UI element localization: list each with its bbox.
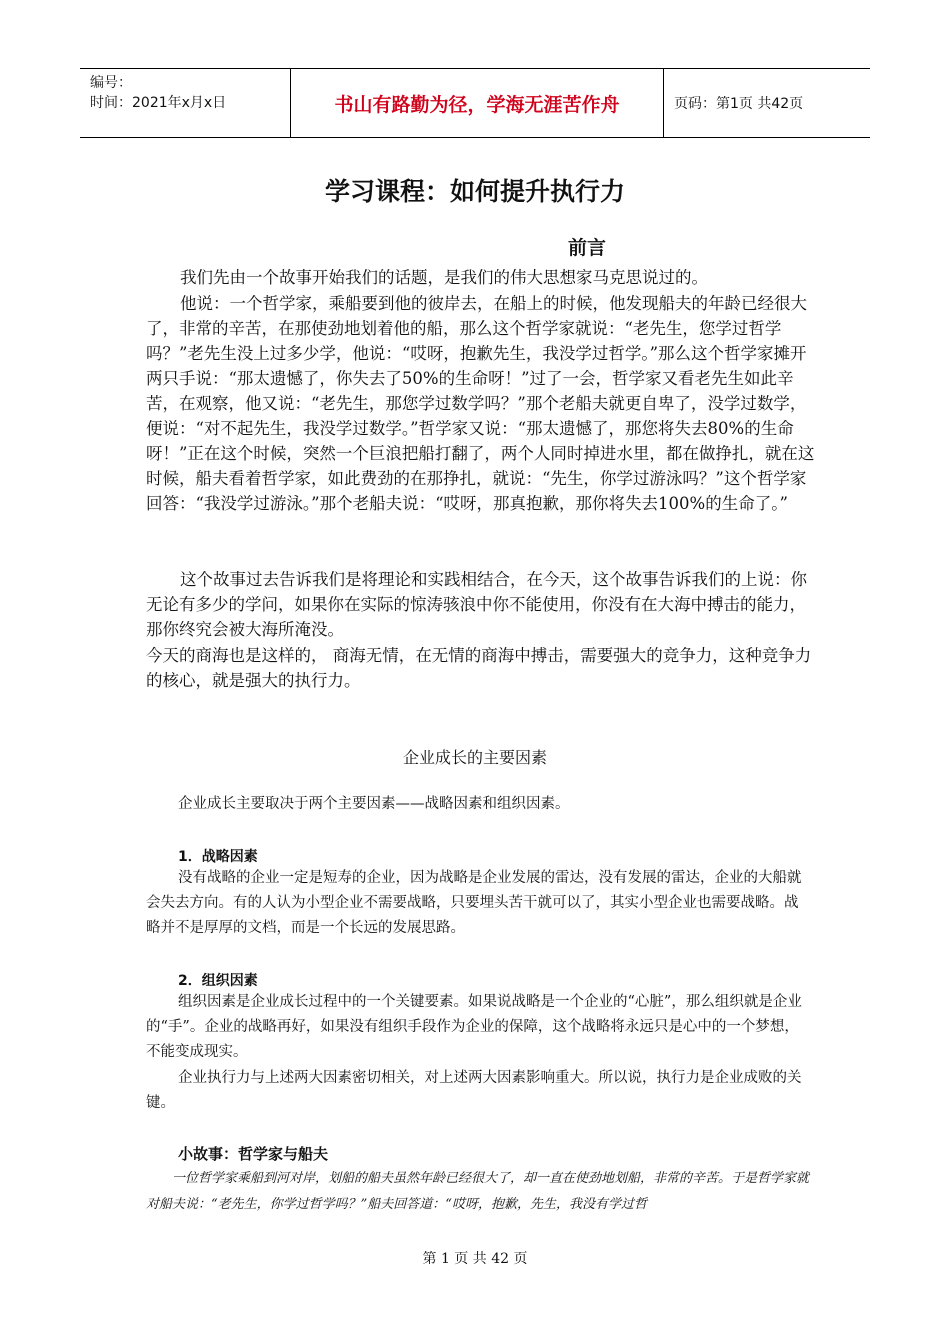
section-heading: 企业成长的主要因素	[402, 748, 547, 767]
page-footer: 第 1 页 共 42 页	[422, 1251, 528, 1267]
header-motto: 书山有路勤为径，学海无涯苦作舟	[291, 69, 664, 137]
factor2-heading: 2．组织因素	[178, 973, 258, 989]
number-label: 编号：	[90, 75, 132, 91]
preface-heading: 前言	[568, 237, 607, 259]
factor1-text: 没有战略的企业一定是短寿的企业，因为战略是企业发展的雷达，没有发展的雷达，企业的大船就会失去方向。有的人认为小型企业不需要战略，只要埋头苦干就可以了，其实小型企业也需要战略。战略并不是厚厚的文档，而是一个长远的发展思路。	[146, 870, 802, 936]
preface-paragraph: 这个故事过去告诉我们是将理论和实践相结合，在今天，这个故事告诉我们的上说：你无论有多少的学问，如果你在实际的惊涛骇浪中你不能使用，你没有在大海中搏击的能力，那你终究会被大海所淹没。	[146, 570, 807, 639]
header-meta-cell	[80, 69, 291, 137]
factor1-heading: 1．战略因素	[178, 849, 258, 865]
header-table	[80, 68, 870, 138]
story-text: 一位哲学家乘船到河对岸，划船的船夫虽然年龄已经很大了，却一直在使劲地划船，非常的辛苦。于是哲学家就对船夫说：“老先生，你学过哲学吗？”船夫回答道：“哎呀，抱歉，先生，我没有学过哲	[146, 1171, 810, 1212]
conclusion-text: 企业执行力与上述两大因素密切相关，对上述两大因素影响重大。所以说，执行力是企业成败的关键。	[146, 1070, 802, 1111]
header-page-info: 页码：第1页 共42页	[674, 96, 804, 112]
story-heading: 小故事：哲学家与船夫	[178, 1145, 329, 1163]
time-label: 时间：2021年x月x日	[90, 95, 227, 111]
page-title: 学习课程：如何提升执行力	[324, 177, 625, 206]
section-intro: 企业成长主要取决于两个主要因素——战略因素和组织因素。	[178, 796, 570, 812]
factor2-text: 组织因素是企业成长过程中的一个关键要素。如果说战略是一个企业的“心脏”，那么组织就是企业的“手”。企业的战略再好，如果没有组织手段作为企业的保障，这个战略将永远只是心中的一个梦想，不能变成现实。	[146, 994, 802, 1060]
preface-paragraph: 他说：一个哲学家，乘船要到他的彼岸去，在船上的时候，他发现船夫的年龄已经很大了，非常的辛苦，在那使劲地划着他的船，那么这个哲学家就说：“老先生，您学过哲学吗？”老先生没上过多少学，他说：“哎呀，抱歉先生，我没学过哲学。”那么这个哲学家摊开两只手说：“那太遗憾了，你失去了50%的生命呀！”过了一会，哲学家又看老先生如此辛苦，在观察，他又说：“老先生，那您学过数学吗？”那个老船夫就更自卑了，没学过数学，便说：“对不起先生，我没学过数学。”哲学家又说：“那太遗憾了，那您将失去80%的生命呀！”正在这个时候，突然一个巨浪把船打翻了，两个人同时掉进水里，都在做挣扎，就在这时候，船夫看着哲学家，如此费劲的在那挣扎，就说：“先生，你学过游泳吗？”这个哲学家回答：“我没学过游泳。”那个老船夫说：“哎呀，那真抱歉，那你将失去100%的生命了。”	[146, 294, 815, 513]
preface-paragraph: 今天的商海也是这样的， 商海无情，在无情的商海中搏击，需要强大的竞争力，这种竞争力的核心，就是强大的执行力。	[146, 646, 812, 690]
preface-paragraph: 我们先由一个故事开始我们的话题，是我们的伟大思想家马克思说过的。	[180, 268, 708, 287]
